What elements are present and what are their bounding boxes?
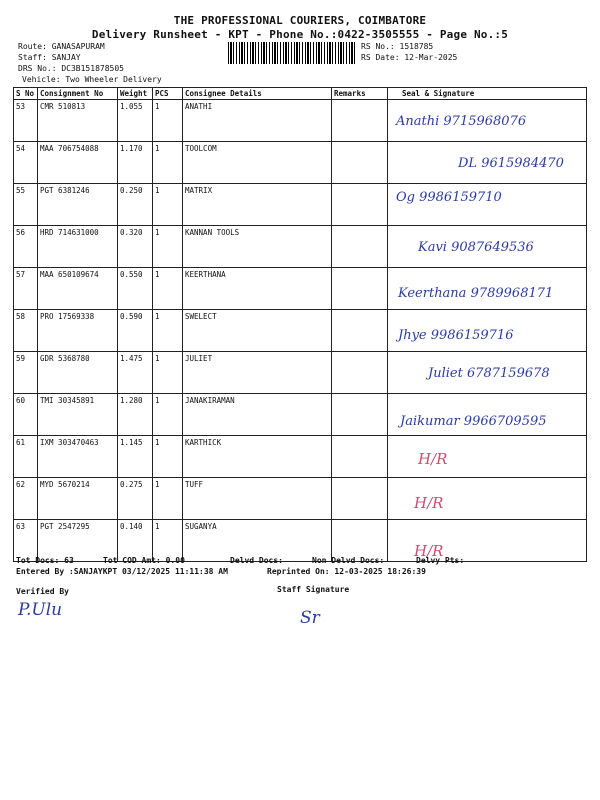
row-sno: 63 <box>14 520 38 562</box>
row-consignee: TOOLCOM <box>183 142 332 184</box>
row-remarks <box>332 310 388 352</box>
table-row <box>14 436 587 478</box>
table-row <box>14 226 587 268</box>
staff-signature-label: Staff Signature <box>277 585 350 594</box>
row-consignment: PGT 6381246 <box>38 184 118 226</box>
row-weight: 0.320 <box>118 226 153 268</box>
verified-by-label: Verified By <box>16 587 69 596</box>
verified-signature: P.Ulu <box>18 600 63 620</box>
row-signature <box>388 226 587 268</box>
row-consignee: SUGANYA <box>183 520 332 562</box>
row-weight: 1.145 <box>118 436 153 478</box>
row-consignment: PRO 17569338 <box>38 310 118 352</box>
row-consignment: MYD 5670214 <box>38 478 118 520</box>
row-sno: 61 <box>14 436 38 478</box>
entered-by: Entered By :SANJAYKPT 03/12/2025 11:11:38 AM <box>16 567 228 576</box>
signature-handwriting: Og 9986159710 <box>396 190 502 205</box>
rs-date: RS Date: 12-Mar-2025 <box>361 53 458 62</box>
table-row <box>14 520 587 562</box>
row-weight: 1.055 <box>118 100 153 142</box>
row-pcs: 1 <box>153 478 183 520</box>
row-sno: 59 <box>14 352 38 394</box>
row-pcs: 1 <box>153 436 183 478</box>
row-signature <box>388 184 587 226</box>
row-weight: 1.475 <box>118 352 153 394</box>
row-remarks <box>332 394 388 436</box>
row-signature <box>388 436 587 478</box>
row-consignment: GDR 5368780 <box>38 352 118 394</box>
row-consignee: ANATHI <box>183 100 332 142</box>
row-signature <box>388 310 587 352</box>
tot-docs: Tot Docs: 63 <box>16 556 74 565</box>
row-sno: 56 <box>14 226 38 268</box>
table-row <box>14 394 587 436</box>
row-signature <box>388 142 587 184</box>
vehicle-label: Vehicle: Two Wheeler Delivery <box>22 75 162 84</box>
table-row <box>14 268 587 310</box>
row-pcs: 1 <box>153 310 183 352</box>
row-consignee: JANAKIRAMAN <box>183 394 332 436</box>
delvd-docs: Delvd Docs: <box>230 556 283 565</box>
rs-number: RS No.: 1518785 <box>361 42 434 51</box>
col-consignee: Consignee Details <box>183 88 332 100</box>
signature-handwriting: Keerthana 9789968171 <box>398 286 554 301</box>
col-pcs: PCS <box>153 88 183 100</box>
barcode <box>228 42 355 64</box>
table-row <box>14 142 587 184</box>
row-consignee: KEERTHANA <box>183 268 332 310</box>
signature-handwriting: Jaikumar 9966709595 <box>400 414 547 429</box>
route-label: Route: GANASAPURAM <box>18 42 105 51</box>
row-pcs: 1 <box>153 520 183 562</box>
row-pcs: 1 <box>153 100 183 142</box>
row-signature <box>388 100 587 142</box>
signature-handwriting: H/R <box>418 450 448 468</box>
row-sno: 58 <box>14 310 38 352</box>
row-consignee: MATRIX <box>183 184 332 226</box>
runsheet-table <box>13 87 587 562</box>
col-remarks: Remarks <box>332 88 388 100</box>
row-signature <box>388 478 587 520</box>
col-sno: S No <box>14 88 38 100</box>
row-consignment: PGT 2547295 <box>38 520 118 562</box>
row-consignment: CMR 510813 <box>38 100 118 142</box>
non-delvd-docs: Non Delvd Docs: <box>312 556 385 565</box>
drs-label: DRS No.: DC3B151878505 <box>18 64 124 73</box>
staff-label: Staff: SANJAY <box>18 53 81 62</box>
row-weight: 1.280 <box>118 394 153 436</box>
table-row <box>14 100 587 142</box>
row-sno: 55 <box>14 184 38 226</box>
signature-handwriting: DL 9615984470 <box>458 156 564 171</box>
row-consignment: MAA 650109674 <box>38 268 118 310</box>
row-remarks <box>332 268 388 310</box>
row-weight: 0.140 <box>118 520 153 562</box>
row-remarks <box>332 478 388 520</box>
tot-cod: Tot COD Amt: 0.00 <box>103 556 185 565</box>
signature-handwriting: Juliet 6787159678 <box>428 366 550 381</box>
row-sno: 53 <box>14 100 38 142</box>
signature-handwriting: H/R <box>414 542 444 560</box>
row-weight: 0.590 <box>118 310 153 352</box>
delvy-pts: Delvy Pts: <box>416 556 465 565</box>
row-consignee: TUFF <box>183 478 332 520</box>
row-weight: 0.275 <box>118 478 153 520</box>
row-remarks <box>332 226 388 268</box>
row-pcs: 1 <box>153 268 183 310</box>
signature-handwriting: Jhye 9986159716 <box>398 328 514 343</box>
signature-handwriting: Anathi 9715968076 <box>396 114 527 129</box>
row-consignment: HRD 714631000 <box>38 226 118 268</box>
table-row <box>14 478 587 520</box>
company-title: THE PROFESSIONAL COURIERS, COIMBATORE <box>173 14 427 27</box>
row-pcs: 1 <box>153 142 183 184</box>
table-header-row <box>14 88 587 100</box>
reprinted-on: Reprinted On: 12-03-2025 18:26:39 <box>267 567 426 576</box>
table-row <box>14 352 587 394</box>
row-sno: 62 <box>14 478 38 520</box>
col-signature: Seal & Signature <box>388 88 587 100</box>
row-signature <box>388 394 587 436</box>
table-row <box>14 184 587 226</box>
row-pcs: 1 <box>153 394 183 436</box>
signature-handwriting: H/R <box>414 494 444 512</box>
row-remarks <box>332 142 388 184</box>
row-remarks <box>332 184 388 226</box>
runsheet-subtitle: Delivery Runsheet - KPT - Phone No.:0422-3505555 - Page No.:5 <box>91 28 509 41</box>
row-pcs: 1 <box>153 352 183 394</box>
row-sno: 54 <box>14 142 38 184</box>
row-consignee: KARTHICK <box>183 436 332 478</box>
row-remarks <box>332 436 388 478</box>
row-signature <box>388 352 587 394</box>
row-consignment: TMI 30345891 <box>38 394 118 436</box>
row-sno: 57 <box>14 268 38 310</box>
staff-signature: Sr <box>300 608 320 628</box>
row-remarks <box>332 352 388 394</box>
col-consignment: Consignment No <box>38 88 118 100</box>
table-row <box>14 310 587 352</box>
row-consignee: SWELECT <box>183 310 332 352</box>
row-consignment: MAA 706754088 <box>38 142 118 184</box>
row-consignee: KANNAN TOOLS <box>183 226 332 268</box>
signature-handwriting: Kavi 9087649536 <box>418 240 534 255</box>
col-weight: Weight <box>118 88 153 100</box>
row-weight: 0.550 <box>118 268 153 310</box>
row-consignment: IXM 303470463 <box>38 436 118 478</box>
row-sno: 60 <box>14 394 38 436</box>
row-weight: 1.170 <box>118 142 153 184</box>
row-remarks <box>332 100 388 142</box>
row-consignee: JULIET <box>183 352 332 394</box>
row-pcs: 1 <box>153 226 183 268</box>
row-pcs: 1 <box>153 184 183 226</box>
row-signature <box>388 268 587 310</box>
row-weight: 0.250 <box>118 184 153 226</box>
